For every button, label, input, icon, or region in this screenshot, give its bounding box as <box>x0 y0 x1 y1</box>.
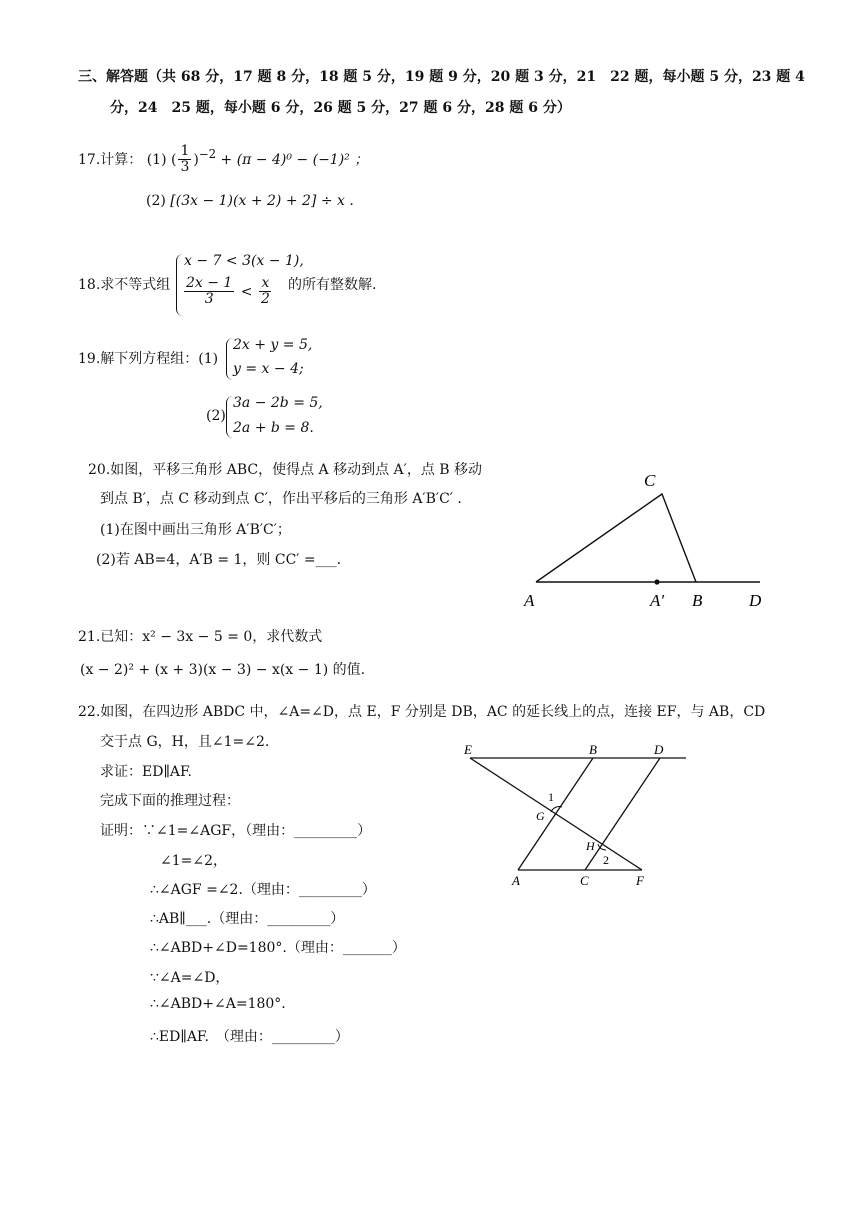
q22-step-1: 证明：∵∠1=∠AGF，（理由：_________） <box>100 823 372 839</box>
q22-line2: 交于点 G，H，且∠1=∠2. <box>100 734 270 750</box>
q22-label-b: B <box>589 742 597 757</box>
q20-label-d: D <box>749 591 762 610</box>
q21-line1: 21.已知：x² − 3x − 5 = 0，求代数式 <box>78 629 323 645</box>
q20-label-a: A <box>524 591 535 610</box>
q20-point-a-prime <box>654 579 659 584</box>
q22-label-h: H <box>586 839 595 853</box>
q19-s1-line2: y = x − 4; <box>233 361 304 377</box>
q22-step-3: ∴∠AGF =∠2.（理由：_________） <box>150 882 376 898</box>
q18-label: 18.求不等式组 <box>78 277 171 293</box>
q22-step-4: ∴AB∥___.（理由：_________） <box>150 911 345 927</box>
q17-fraction: $\frac{1}{3}$ <box>180 143 190 176</box>
q17-part1: 17.计算： (1) ( $\frac{1}{3}$ )$^{-2}$ + (π − 4)⁰ − (−1)² ； <box>78 143 369 176</box>
q22-label-1: 1 <box>548 790 554 804</box>
q22-complete: 完成下面的推理过程： <box>100 793 240 809</box>
q19-s1-line1: 2x + y = 5, <box>233 337 313 353</box>
q20-line2: 到点 B′，点 C 移动到点 C′，作出平移后的三角形 A′B′C′ . <box>100 491 462 507</box>
q22-label-e: E <box>464 742 472 757</box>
q20-figure <box>520 466 780 616</box>
q18-frac-right: $\frac{x}{2}$ <box>260 275 270 308</box>
q22-label-2: 2 <box>603 853 609 867</box>
q19-part2-label: (2) <box>206 408 226 424</box>
q20-triangle <box>536 494 696 582</box>
q19-s2-line1: 3a − 2b = 5, <box>233 395 323 411</box>
q22-label-d: D <box>654 742 664 757</box>
q18-line2: $\frac{2x - 1}{3}$ < $\frac{x}{2}$ <box>186 275 270 308</box>
q22-label-c: C <box>580 873 589 888</box>
q22-step-8: ∴ED∥AF. （理由：_________） <box>150 1029 349 1045</box>
q17-part1-label: (1) <box>146 151 167 168</box>
q22-step-7: ∴∠ABD+∠A=180°. <box>150 996 286 1012</box>
q18-line1: x − 7 < 3(x − 1), <box>184 253 304 269</box>
q22-line-ef <box>470 758 642 870</box>
q20-line3: (1)在图中画出三角形 A′B′C′； <box>100 522 291 538</box>
q21-line2: (x − 2)² + (x + 3)(x − 3) − x(x − 1) 的值. <box>80 662 366 678</box>
q19-brace1 <box>226 338 233 380</box>
q17-part2 <box>146 193 354 209</box>
q22-line-cd <box>585 758 660 870</box>
q17-exponent: −2 <box>198 147 217 162</box>
q19-brace2 <box>226 396 233 438</box>
q17-part2-expr: [(3x − 1)(x + 2) + 2] ÷ x . <box>170 193 354 209</box>
section-header-line1: 三、解答题（共 68 分，17 题 8 分，18 题 5 分，19 题 9 分，20 题 3 分，21 22 题，每小题 5 分，23 题 4 <box>78 69 805 85</box>
q20-label-a-prime: A′ <box>650 591 665 610</box>
q22-step-2: ∠1=∠2， <box>160 853 228 869</box>
q22-label-a: A <box>512 873 520 888</box>
q20-line1: 20.如图，平移三角形 ABC，使得点 A 移动到点 A′，点 B 移动 <box>88 462 483 478</box>
q19-s2-line2: 2a + b = 8. <box>233 420 314 436</box>
q22-figure <box>460 738 700 888</box>
q20-label-b: B <box>692 591 703 610</box>
q20-line4: (2)若 AB=4，A′B = 1，则 CC′ =___. <box>96 552 342 568</box>
q22-step-6: ∵∠A=∠D， <box>150 970 230 986</box>
q17-label: 17.计算： <box>78 151 143 168</box>
q18-frac-left: $\frac{2x - 1}{3}$ <box>186 275 233 308</box>
q19-label: 19.解下列方程组：(1) <box>78 351 219 367</box>
q17-part2-label: (2) <box>146 193 166 209</box>
q22-label-g: G <box>536 809 545 823</box>
q22-line1: 22.如图，在四边形 ABDC 中，∠A=∠D，点 E，F 分别是 DB，AC 的延长线上的点，连接 EF，与 AB，CD <box>78 704 766 720</box>
q17-part1-expr: + (π − 4)⁰ − (−1)² ； <box>220 151 369 168</box>
q18-tail: 的所有整数解. <box>288 277 377 293</box>
q22-prove: 求证：ED∥AF. <box>100 764 193 780</box>
section-header-line2: 分，24 25 题，每小题 6 分，26 题 5 分，27 题 6 分，28 题 6 分） <box>110 100 571 116</box>
q22-step-5: ∴∠ABD+∠D=180°.（理由：_______） <box>150 940 406 956</box>
q20-label-c: C <box>644 471 656 490</box>
q22-label-f: F <box>636 873 644 888</box>
